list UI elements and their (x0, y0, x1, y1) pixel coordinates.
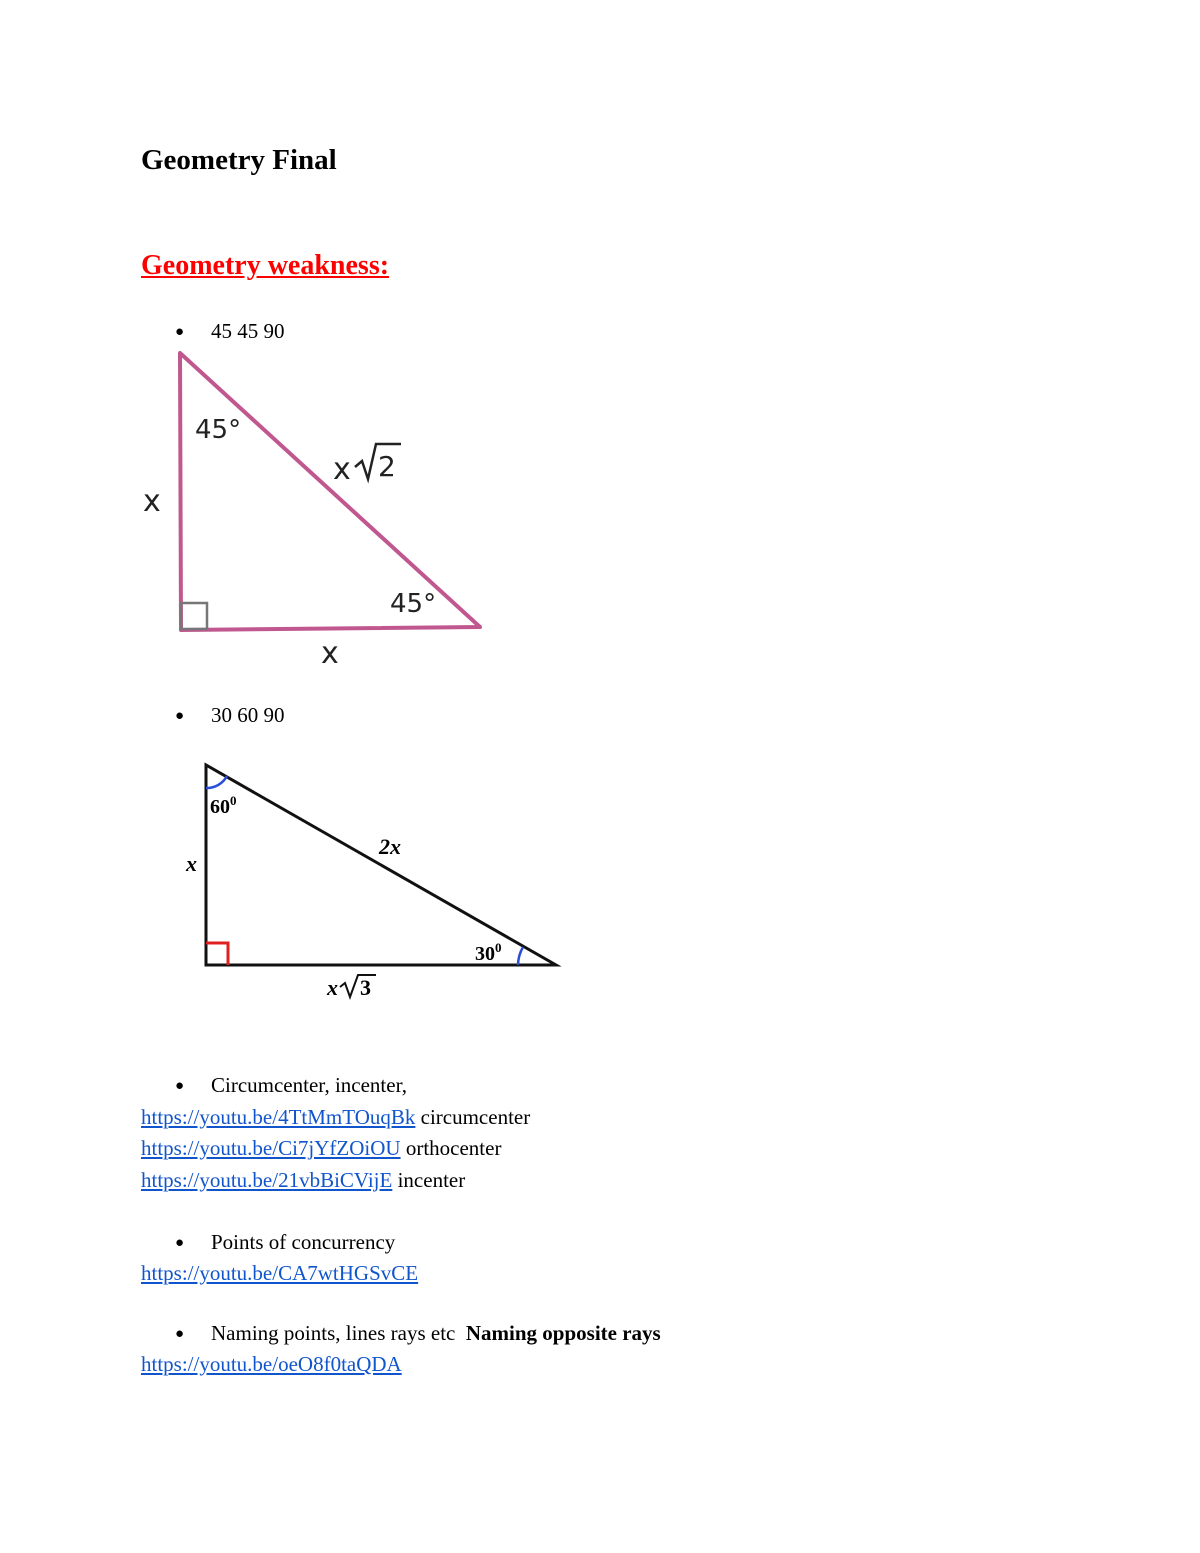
hypotenuse-label-x: x (333, 452, 351, 487)
bullet-points-of-concurrency (175, 1228, 395, 1257)
link-line-rays (141, 1350, 402, 1378)
bullet-dot: ● (175, 324, 185, 340)
bullet-label: Naming points, lines rays etc (211, 1321, 456, 1345)
link-line-orthocenter (141, 1134, 501, 1162)
bullet-dot: ● (175, 1235, 185, 1251)
bullet-dot: ● (175, 1078, 185, 1094)
document-title: Geometry Final (141, 144, 337, 176)
link-note: orthocenter (400, 1136, 502, 1160)
bullet-30-60-90 (175, 701, 285, 730)
bullet-naming-points (175, 1319, 661, 1348)
angle-label-top: $60^0$ (210, 793, 237, 818)
triangle-30-outline (206, 765, 556, 965)
bullet-dot: ● (175, 1326, 185, 1342)
angle-arc-top (206, 776, 227, 788)
link-note: circumcenter (415, 1105, 531, 1129)
angle-label-top: 45° (195, 415, 242, 445)
link-concurrency[interactable]: https://youtu.be/CA7wtHGSvCE (141, 1261, 419, 1285)
link-circumcenter[interactable]: https://youtu.be/4TtMmTOuqBk (141, 1105, 416, 1129)
link-line-incenter (141, 1166, 465, 1194)
link-orthocenter[interactable]: https://youtu.be/Ci7jYfZOiOU (141, 1136, 401, 1160)
link-opposite-rays[interactable]: https://youtu.be/oeO8f0taQDA (141, 1352, 402, 1376)
triangle-30-60-90-figure (180, 755, 570, 1010)
bullet-label: Points of concurrency (211, 1230, 396, 1254)
bullet-label: 30 60 90 (211, 703, 285, 727)
angle-arc-right (518, 947, 523, 965)
side-label-bottom: x (321, 636, 339, 671)
right-angle-marker (206, 943, 228, 965)
link-line-circumcenter (141, 1103, 530, 1131)
bullet-45-45-90 (175, 317, 285, 346)
bottom-label-x: x (327, 975, 338, 1000)
side-label-left: x (186, 851, 197, 876)
side-label-left: x (143, 484, 161, 519)
hypotenuse-radicand: 2 (378, 450, 396, 483)
link-line-concurrency (141, 1259, 418, 1287)
bullet-label: 45 45 90 (211, 319, 285, 343)
bullet-dot: ● (175, 708, 185, 724)
section-heading: Geometry weakness: (141, 250, 390, 281)
link-note: incenter (392, 1168, 466, 1192)
bullet-label: Circumcenter, incenter, (211, 1073, 407, 1097)
angle-label-right: 45° (390, 589, 437, 619)
angle-label-right: $30^0$ (475, 940, 502, 965)
right-angle-marker (181, 603, 207, 629)
bullet-bold-label: Naming opposite rays (465, 1321, 661, 1345)
triangle-45-45-90-figure (135, 345, 515, 675)
link-incenter[interactable]: https://youtu.be/21vbBiCVijE (141, 1168, 393, 1192)
bottom-label-radicand: 3 (360, 975, 371, 1000)
bullet-circumcenter-incenter (175, 1071, 407, 1100)
hypotenuse-label: 2x (379, 834, 401, 859)
